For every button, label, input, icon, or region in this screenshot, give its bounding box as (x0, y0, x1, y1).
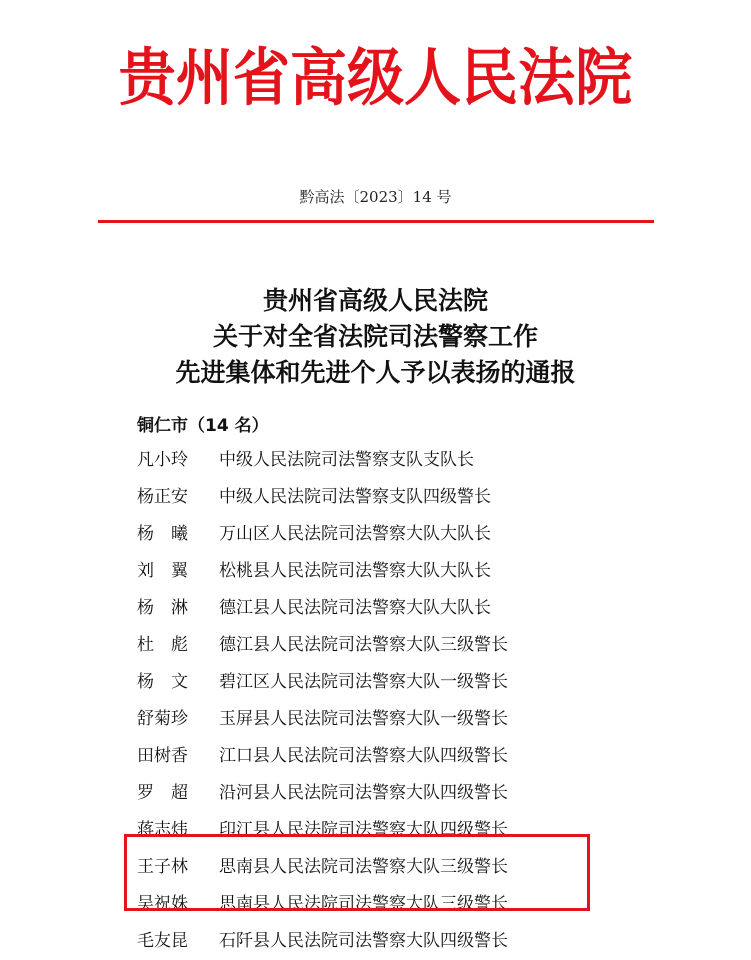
honoree-position: 思南县人民法院司法警察大队三级警长 (219, 894, 508, 914)
honoree-name: 刘 翼 (137, 561, 188, 581)
honoree-position: 万山区人民法院司法警察大队大队长 (219, 524, 491, 544)
honoree-name: 凡小玲 (137, 450, 188, 470)
title-line-1: 贵州省高级人民法院 (262, 286, 488, 315)
honoree-name: 杨正安 (137, 487, 188, 507)
honoree-name: 杨 淋 (137, 598, 188, 618)
list-item (137, 442, 617, 479)
red-divider (98, 220, 654, 223)
title-line-3: 先进集体和先进个人予以表扬的通报 (175, 358, 576, 387)
list-item (137, 738, 617, 775)
court-masthead: 贵州省高级人民法院 (118, 41, 633, 114)
honoree-name: 蒋志炜 (137, 820, 188, 840)
honoree-position: 德江县人民法院司法警察大队大队长 (219, 598, 491, 618)
list-item (137, 775, 617, 812)
honoree-name: 吴祝姝 (137, 894, 188, 914)
honoree-name: 王子林 (137, 857, 188, 877)
list-item (137, 701, 617, 738)
honoree-position: 中级人民法院司法警察支队支队长 (219, 450, 474, 470)
list-item (137, 664, 617, 701)
honoree-name: 舒菊珍 (137, 709, 188, 729)
honoree-name: 田树香 (137, 746, 188, 766)
honoree-position: 玉屏县人民法院司法警察大队一级警长 (219, 709, 508, 729)
honoree-name: 杨 曦 (137, 524, 188, 544)
notice-title (0, 283, 751, 391)
honoree-position: 德江县人民法院司法警察大队三级警长 (219, 635, 508, 655)
list-item (137, 553, 617, 590)
list-item (137, 627, 617, 664)
highlight-box (124, 834, 590, 911)
list-item (137, 479, 617, 516)
list-item (137, 590, 617, 627)
document-number: 黔高法〔2023〕14 号 (299, 188, 452, 206)
honoree-name: 杨 文 (137, 672, 188, 692)
honoree-position: 中级人民法院司法警察支队四级警长 (219, 487, 491, 507)
honoree-position: 沿河县人民法院司法警察大队四级警长 (219, 783, 508, 803)
honoree-position: 松桃县人民法院司法警察大队大队长 (219, 561, 491, 581)
honoree-position: 思南县人民法院司法警察大队三级警长 (219, 857, 508, 877)
honoree-position: 石阡县人民法院司法警察大队四级警长 (219, 931, 508, 951)
honoree-position: 江口县人民法院司法警察大队四级警长 (219, 746, 508, 766)
honoree-name: 罗 超 (137, 783, 188, 803)
honoree-name: 杜 彪 (137, 635, 188, 655)
region-heading: 铜仁市（14 名） (137, 416, 269, 436)
list-item (137, 923, 617, 960)
honoree-position: 碧江区人民法院司法警察大队一级警长 (219, 672, 508, 692)
list-item (137, 516, 617, 553)
title-line-2: 关于对全省法院司法警察工作 (212, 322, 538, 351)
honoree-position: 印江县人民法院司法警察大队四级警长 (219, 820, 508, 840)
honoree-name: 毛友昆 (137, 931, 188, 951)
